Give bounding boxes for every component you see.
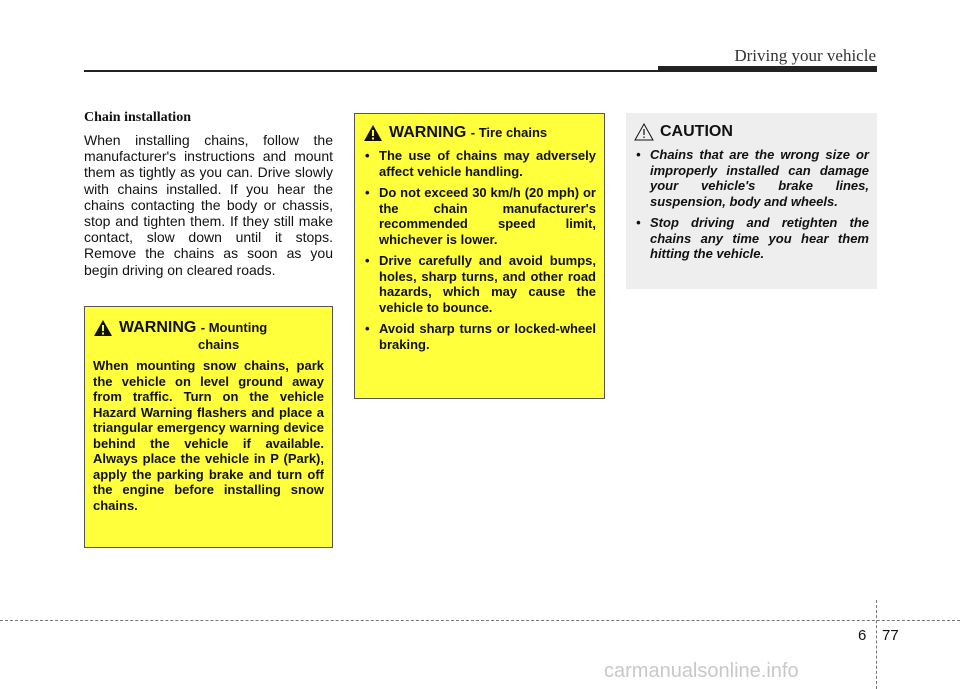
footer-rule <box>0 620 960 621</box>
caution-triangle-icon <box>634 123 654 141</box>
caution-list <box>634 147 869 262</box>
caution-box <box>626 113 877 289</box>
warning-header <box>363 124 596 142</box>
warning-box-mounting-chains <box>84 306 333 548</box>
list-item: • Chains that are the wrong size or improperly installed can damage your vehicle's brake lines, suspension, body and wheels. <box>636 147 869 209</box>
header-rule-accent <box>658 66 877 72</box>
warning-triangle-icon <box>93 319 113 337</box>
warning-subtitle: - Mounting <box>200 320 268 335</box>
list-item: • Avoid sharp turns or locked-wheel braking. <box>365 321 596 352</box>
chain-installation-text: When installing chains, follow the manufacturer's instructions and mount them as tightly as you can. Drive slowly with chains installed. If you hear the chains contacting the body or chassis, stop and tighten them. If they still make contact, slow down until it stops. Remove the chains as soon as you begin driving on cleared roads. <box>84 132 333 278</box>
warning-label: WARNING <box>119 319 197 336</box>
page-number: 77 <box>882 627 899 644</box>
tire-chains-warning-list <box>363 148 596 352</box>
section-heading: Chain installation <box>84 110 191 125</box>
watermark: carmanualsonline.info <box>604 660 799 682</box>
caution-header <box>634 123 869 141</box>
warning-subtitle-continued: chains <box>198 337 240 352</box>
chain-installation-section <box>84 110 333 278</box>
warning-label: WARNING <box>389 124 467 141</box>
warning-subtitle: - Tire chains <box>470 125 548 140</box>
warning-header <box>93 319 324 337</box>
warning-box-tire-chains <box>354 113 605 399</box>
footer-divider <box>876 600 877 689</box>
warning-triangle-icon <box>363 124 383 142</box>
list-item: • The use of chains may adversely affect vehicle handling. <box>365 148 596 179</box>
running-header-title: Driving your vehicle <box>734 46 876 65</box>
list-item: • Stop driving and retighten the chains any time you hear them hitting the vehicle. <box>636 215 869 261</box>
list-item: • Do not exceed 30 km/h (20 mph) or the chain manufacturer's recommended speed limit, whichever is lower. <box>365 185 596 247</box>
list-item: • Drive carefully and avoid bumps, holes, sharp turns, and other road hazards, which may cause the vehicle to bounce. <box>365 253 596 315</box>
caution-label: CAUTION <box>660 123 733 140</box>
section-number: 6 <box>858 627 867 644</box>
warning-mounting-text: When mounting snow chains, park the vehicle on level ground away from traffic. Turn on the vehicle Hazard Warning flashers and place a triangular emergency warning device behind the vehicle if available. Always place the vehicle in P (Park), apply the parking brake and turn off the engine before installing snow chains. <box>93 358 324 513</box>
